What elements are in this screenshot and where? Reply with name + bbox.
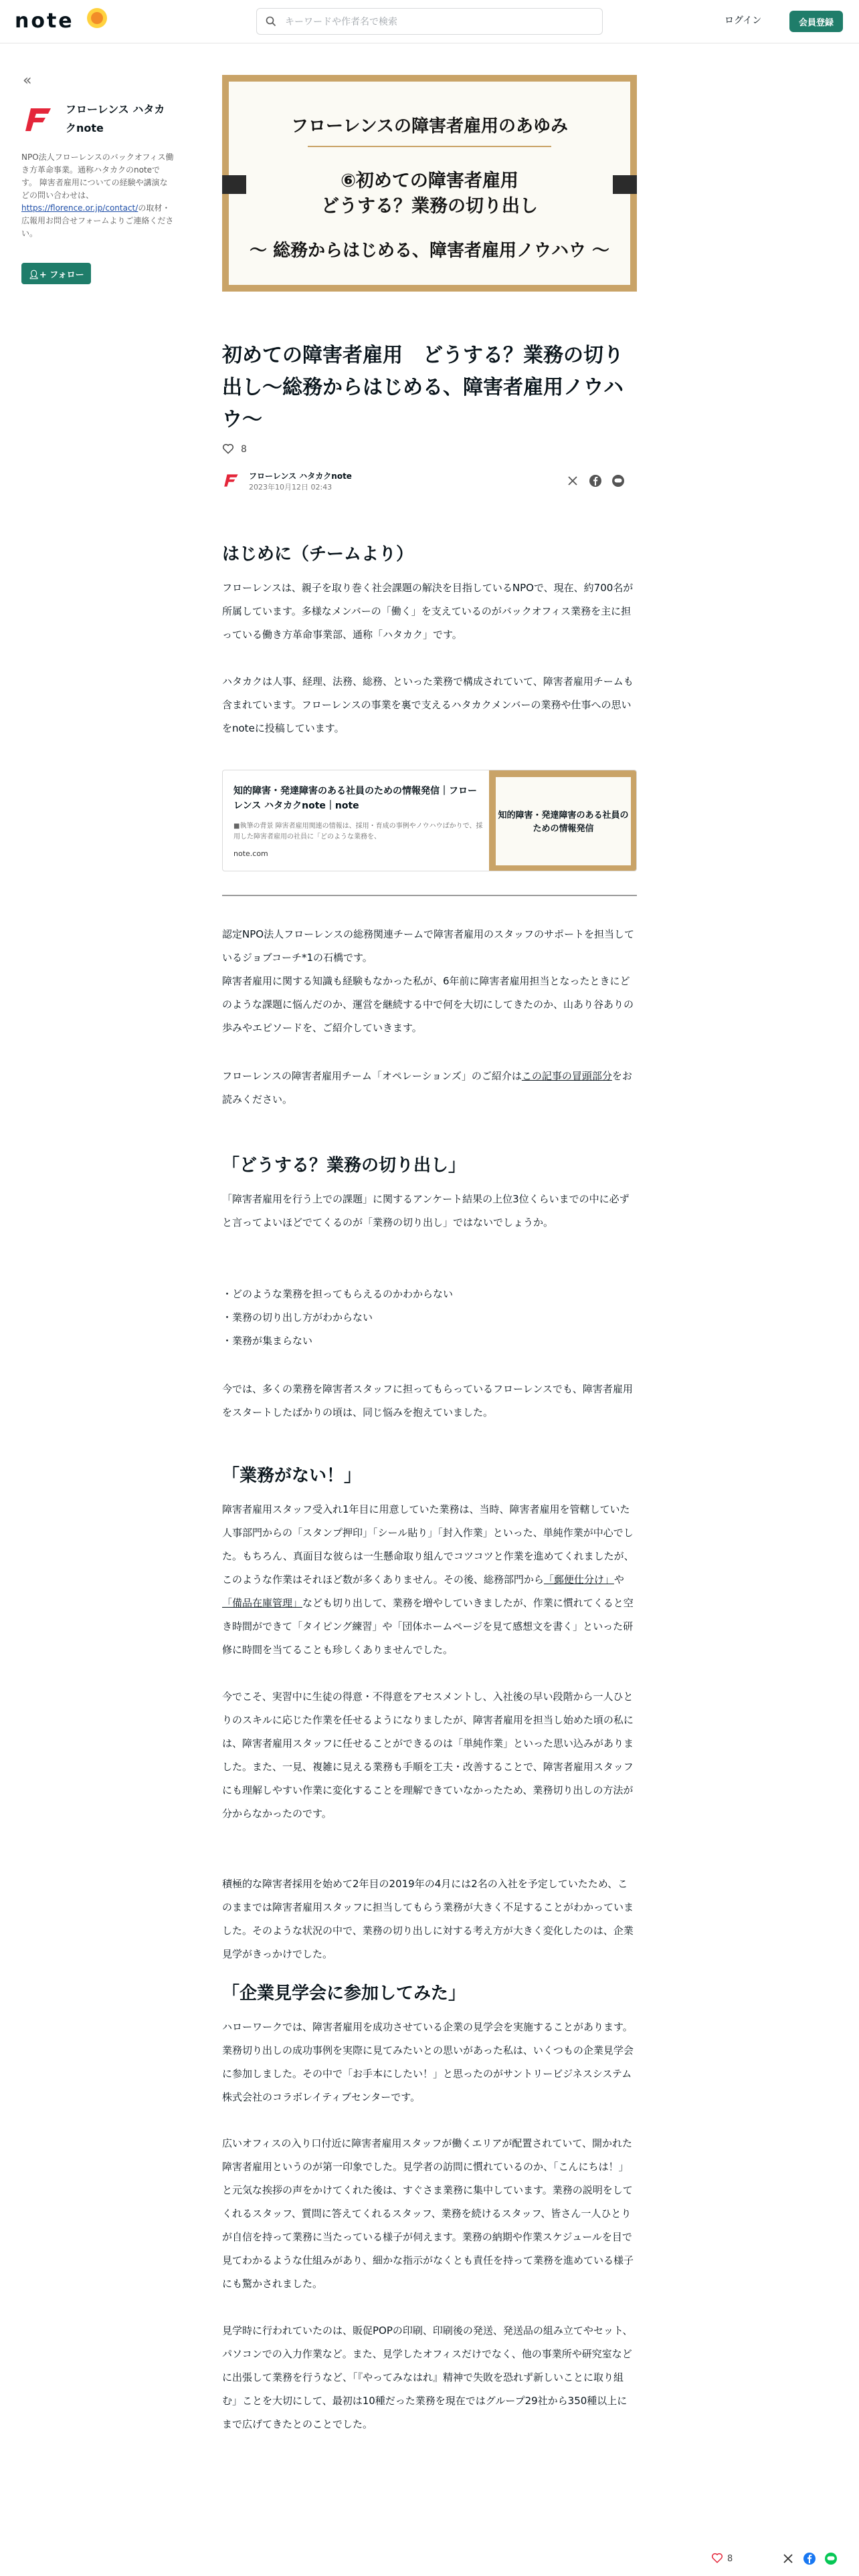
search-icon xyxy=(266,16,276,27)
like-button[interactable] xyxy=(222,443,247,455)
creator-description xyxy=(21,151,175,240)
intro-paragraph-1: フローレンスは、親子を取り巻く社会課題の解決を目指しているNPOで、現在、約700名が所属しています。多様なメンバーの「働く」を支えているのがバックオフィス業務を主に担っている働き方革命事業部、通称「ハタカク」です。 xyxy=(222,582,634,641)
kengaku-heading: 「企業見学会に参加してみた」 xyxy=(222,1983,466,2004)
heart-icon xyxy=(222,443,234,455)
site-header xyxy=(0,0,859,43)
nai-paragraph-1-end: なども切り出して、業務を増やしていきましたが、作業に慣れてくると空き時間ができて「タイピング練習」や「団体ホームページを見て感想文を書く」といった研修に時間を当てることも珍しくありませんでした。 xyxy=(222,1597,634,1656)
kengaku-paragraph-1: ハローワークでは、障害者雇用を成功させている企業の見学会を実施することがあります。業務切り出しの成功事例を実際に見てみたいとの思いがあった私は、いくつもの企業見学会に参加しました。その中で「お手本にしたい！」と思ったのがサントリービジネスシステム株式会社のコラボレイティブセンターです。 xyxy=(222,2021,634,2103)
bottom-like-count: 8 xyxy=(727,2554,733,2564)
person-plus-icon: 👤︎+ xyxy=(28,270,50,280)
publish-date: 2023年10月12日 02:43 xyxy=(249,483,332,492)
signup-button[interactable]: 会員登録 xyxy=(789,11,843,32)
anniversary-badge-icon xyxy=(86,7,108,29)
hero-line-3: どうする？業務の切り出し xyxy=(321,196,538,217)
embed-description: ■執筆の背景 障害者雇用関連の情報は、採用・育成の事例やノウハウばかりで、採用した障害者雇用の社員に「どのような業務を、 xyxy=(233,823,483,841)
contact-link[interactable]: https://florence.or.jp/contact/ xyxy=(21,203,138,213)
creator-description-text-end: の取材・広報用お問合せフォームよりご連絡ください。 xyxy=(21,203,174,238)
creator-description-text: NPO法人フローレンスのバックオフィス働き方革命事業。通称ハタカクのnoteです。 障害者雇用についての経験や講演などの問い合わせは、 xyxy=(21,152,174,200)
creator-name[interactable]: フローレンス ハタカクnote xyxy=(66,103,165,134)
hero-image xyxy=(222,75,637,292)
x-icon[interactable] xyxy=(566,474,579,488)
bottom-like-button[interactable] xyxy=(711,2552,733,2564)
login-button[interactable]: ログイン xyxy=(725,13,761,27)
kengaku-paragraph-3: 見学時に行われていたのは、販促POPの印刷、印刷後の発送、発送品の組み立てやセット、パソコンでの入力作業など。また、見学したオフィスだけでなく、他の事業所や研究室などに出張して業務を行うなど、「『やってみなはれ』精神で失敗を恐れず新しいことに取り組む」ことを大切にして、最初は10種だった業務を現在ではグループ29社から350種以上にまで広げてきたとのことでした。 xyxy=(222,2325,633,2430)
embed-thumbnail xyxy=(489,770,637,871)
like-count: 8 xyxy=(241,444,247,455)
article-title: 初めての障害者雇用 どうする？業務の切り出し〜総務からはじめる、障害者雇用ノウハウ〜 xyxy=(222,344,624,431)
hero-line-1: フローレンスの障害者雇用のあゆみ xyxy=(290,116,569,136)
body-paragraph-3-text: フローレンスの障害者雇用チーム「オペレーションズ」のご紹介は xyxy=(222,1070,522,1082)
facebook-icon[interactable] xyxy=(803,2552,816,2565)
facebook-icon[interactable] xyxy=(589,474,602,488)
line-icon[interactable] xyxy=(824,2552,838,2565)
kengaku-paragraph-2: 広いオフィスの入り口付近に障害者雇用スタッフが働くエリアが配置されていて、開かれた障害者雇用というのが第一印象でした。見学者の訪問に慣れているのか、「こんにちは！」と元気な挨拶の声をかけてくれた後は、すぐさま業務に集中しています。業務の説明をしてくれるスタッフ、質問に答えてくれるスタッフ、業務を続けるスタッフ、皆さん一人ひとりが自信を持って業務に当たっている様子が伺えます。業務の納期や作業スケジュールを目で見てわかるような仕組みがあり、細かな指示がなくとも責任を持って業務を進めている様子にも驚かされました。 xyxy=(222,2137,634,2290)
nai-paragraph-2: 今でこそ、実習中に生徒の得意・不得意をアセスメントし、入社後の早い段階から一人ひとりのスキルに応じた作業を任せるようになりましたが、障害者雇用を担当し始めた頃の私には、障害者雇用スタッフに任せることができるのは「単純作業」といった思い込みがありました。また、一見、複雑に見える業務も手順を工夫・改善することで、障害者雇用スタッフにも理解しやすい作業に変化することを理解できていなかったため、業務切り出しの方法が分からなかったのです。 xyxy=(222,1691,634,1820)
body-paragraph-3 xyxy=(222,1065,637,1111)
embed-title: 知的障害・発達障害のある社員のための情報発信｜フローレンス ハタカクnote｜note xyxy=(233,786,477,811)
heart-icon xyxy=(711,2552,723,2564)
intro-heading: はじめに（チームより） xyxy=(222,544,414,564)
kiridashi-heading: 「どうする？業務の切り出し」 xyxy=(222,1156,466,1176)
body-paragraph-3-end: をお読みください。 xyxy=(222,1070,632,1105)
note-logo[interactable]: note xyxy=(15,9,74,33)
x-icon[interactable] xyxy=(781,2552,795,2565)
search-input[interactable] xyxy=(284,14,594,30)
kiridashi-paragraph-1: 「障害者雇用を行う上での課題」に関するアンケート結果の上位3位くらいまでの中に必ずと言ってよいほどでてくるのが「業務の切り出し」ではないでしょうか。 xyxy=(222,1193,630,1228)
supply-inventory-link[interactable]: 「備品在庫管理」 xyxy=(222,1597,303,1609)
hero-line-2: ⑥初めての障害者雇用 xyxy=(341,171,518,191)
mail-sorting-link[interactable]: 「郵便仕分け」 xyxy=(543,1574,614,1586)
follow-button[interactable] xyxy=(21,263,91,284)
issue-list xyxy=(222,1283,637,1353)
list-item: ・どのような業務を担ってもらえるのかわからない xyxy=(222,1288,454,1300)
embed-link-card[interactable] xyxy=(222,770,637,871)
hero-divider xyxy=(308,146,551,147)
nai-heading: 「業務がない！」 xyxy=(222,1466,362,1486)
author-avatar-icon[interactable] xyxy=(222,470,242,490)
embed-thumbnail-card xyxy=(496,777,631,865)
body-paragraph-1: 認定NPO法人フローレンスの総務関連チームで障害者雇用のスタッフのサポートを担当しているジョブコーチ*1の石橋です。 xyxy=(222,928,634,964)
article-intro-link[interactable]: この記事の冒頭部分 xyxy=(521,1070,612,1082)
follow-label: フォロー xyxy=(50,270,84,280)
body-paragraph-2: 障害者雇用に関する知識も経験もなかった私が、6年前に障害者雇用担当となったときにどのような課題に悩んだのか、運営を継続する中で何を大切にしてきたのか、山あり谷ありの歩みやエピソードを、ご紹介していきます。 xyxy=(222,975,634,1034)
kiridashi-paragraph-2: 今では、多くの業務を障害者スタッフに担ってもらっているフローレンスでも、障害者雇用をスタートしたばかりの頃は、同じ悩みを抱えていました。 xyxy=(222,1383,633,1418)
embed-thumbnail-text: 知的障害・発達障害のある社員のための情報発信 xyxy=(498,811,629,834)
search-box[interactable] xyxy=(256,8,603,35)
nai-paragraph-1-text: 障害者雇用スタッフ受入れ1年目に用意していた業務は、当時、障害者雇用を管轄していた人事部門からの「スタンプ押印」「シール貼り」「封入作業」といった、単純作業が中心でした。もちろん、真面目な彼らは一生懸命取り組んでコツコツと作業を進めてくれましたが、このような作業はそれほど数が多くありません。その後、総務部門から xyxy=(222,1503,634,1586)
embed-host: note.com xyxy=(233,849,268,858)
line-icon[interactable] xyxy=(611,474,625,488)
collapse-sidebar-icon[interactable]: « xyxy=(23,72,32,89)
author-name[interactable]: フローレンス ハタカクnote xyxy=(249,471,352,481)
nai-paragraph-3: 積極的な障害者採用を始めて2年目の2019年の4月には2名の入社を予定していたため、このままでは障害者雇用スタッフに担当してもらう業務が大きく不足することがわかっていました。そのような状況の中で、業務の切り出しに対する考え方が大きく変化したのは、企業見学がきっかけでした。 xyxy=(222,1878,634,1960)
nai-paragraph-1-mid: や xyxy=(613,1574,624,1586)
nai-paragraph-1 xyxy=(222,1498,637,1662)
intro-paragraph-2: ハタカクは人事、経理、法務、総務、といった業務で構成されていて、障害者雇用チームも含まれています。フローレンスの事業を裏で支えるハタカクメンバーの業務や仕事への思いをnoteに投稿しています。 xyxy=(222,675,634,734)
list-item: ・業務が集まらない xyxy=(222,1335,313,1347)
section-divider xyxy=(222,895,637,896)
hero-line-4: 〜 総務からはじめる、障害者雇用ノウハウ 〜 xyxy=(249,241,610,261)
list-item: ・業務の切り出し方がわからない xyxy=(222,1311,373,1323)
creator-logo-icon[interactable] xyxy=(21,100,59,138)
